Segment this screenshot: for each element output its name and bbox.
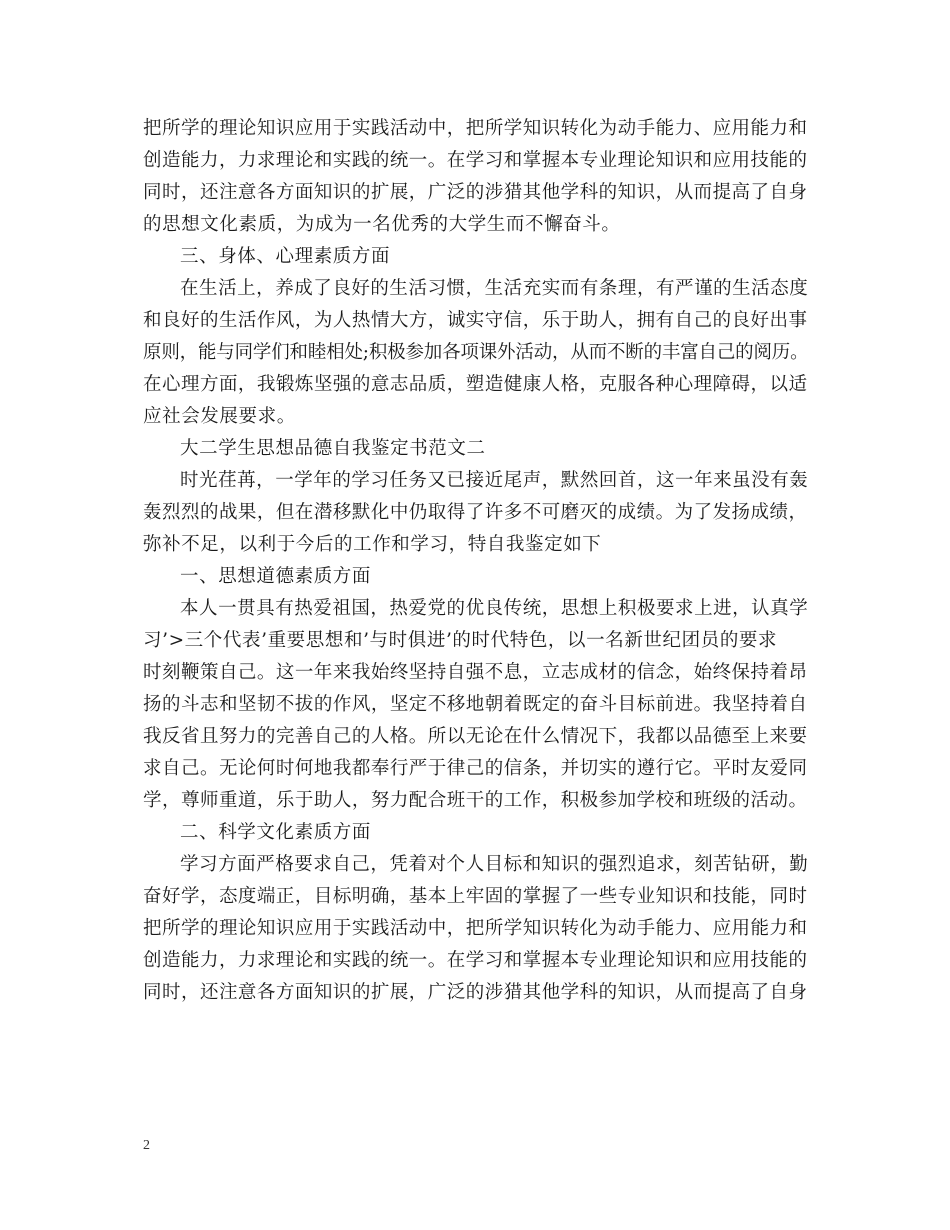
text-line: 本人一贯具有热爱祖国，热爱党的优良传统，思想上积极要求上进，认真学 [180,598,809,619]
text-line: 弥补不足，以利于今后的工作和学习，特自我鉴定如下 [143,534,602,555]
text-line: 把所学的理论知识应用于实践活动中，把所学知识转化为动手能力、应用能力和 [143,118,808,139]
text-line: 时光荏苒，一学年的学习任务又已接近尾声，默然回首，这一年来虽没有轰 [180,470,809,491]
text-line: 同时，还注意各方面知识的扩展，广泛的涉猎其他学科的知识，从而提高了自身 [143,182,808,203]
text-line: 把所学的理论知识应用于实践活动中，把所学知识转化为动手能力、应用能力和 [143,918,808,939]
text-line: 同时，还注意各方面知识的扩展，广泛的涉猎其他学科的知识，从而提高了自身 [143,982,808,1003]
text-line: 学习方面严格要求自己，凭着对个人目标和知识的强烈追求，刻苦钻研，勤 [180,854,809,875]
text-line: 创造能力，力求理论和实践的统一。在学习和掌握本专业理论知识和应用技能的 [143,950,808,971]
text-line: 应社会发展要求。 [143,406,296,427]
text-line: 时刻鞭策自己。这一年来我始终坚持自强不息，立志成材的信念，始终保持着昂 [143,662,808,683]
section-heading: 二、科学文化素质方面 [180,822,372,843]
text-line: 在生活上，养成了良好的生活习惯，生活充实而有条理，有严谨的生活态度 [180,278,809,299]
text-line: 创造能力，力求理论和实践的统一。在学习和掌握本专业理论知识和应用技能的 [143,150,808,171]
text-line: 原则，能与同学们和睦相处;积极参加各项课外活动，从而不断的丰富自己的阅历。 [143,342,809,363]
section-heading: 三、身体、心理素质方面 [180,246,391,267]
section-title: 大二学生思想品德自我鉴定书范文二 [180,438,486,459]
text-line: 奋好学，态度端正，目标明确，基本上牢固的掌握了一些专业知识和技能，同时 [143,886,808,907]
text-line: 扬的斗志和坚韧不拔的作风，坚定不移地朝着既定的奋斗目标前进。我坚持着自 [143,694,808,715]
page-number: 2 [143,1138,150,1153]
text-line: 轰烈烈的战果，但在潜移默化中仍取得了许多不可磨灭的成绩。为了发扬成绩， [143,502,808,523]
text-line: 习’>三个代表’重要思想和’与时俱进’的时代特色，以一名新世纪团员的要求 [143,630,778,651]
text-line: 的思想文化素质，为成为一名优秀的大学生而不懈奋斗。 [143,214,621,235]
text-line: 和良好的生活作风，为人热情大方，诚实守信，乐于助人，拥有自己的良好出事 [143,310,808,331]
text-line: 求自己。无论何时何地我都奉行严于律己的信条，并切实的遵行它。平时友爱同 [143,758,808,779]
section-heading: 一、思想道德素质方面 [180,566,372,587]
text-line: 我反省且努力的完善自己的人格。所以无论在什么情况下，我都以品德至上来要 [143,726,808,747]
text-line: 学，尊师重道，乐于助人，努力配合班干的工作，积极参加学校和班级的活动。 [143,790,808,811]
text-line: 在心理方面，我锻炼坚强的意志品质，塑造健康人格，克服各种心理障碍，以适 [143,374,808,395]
